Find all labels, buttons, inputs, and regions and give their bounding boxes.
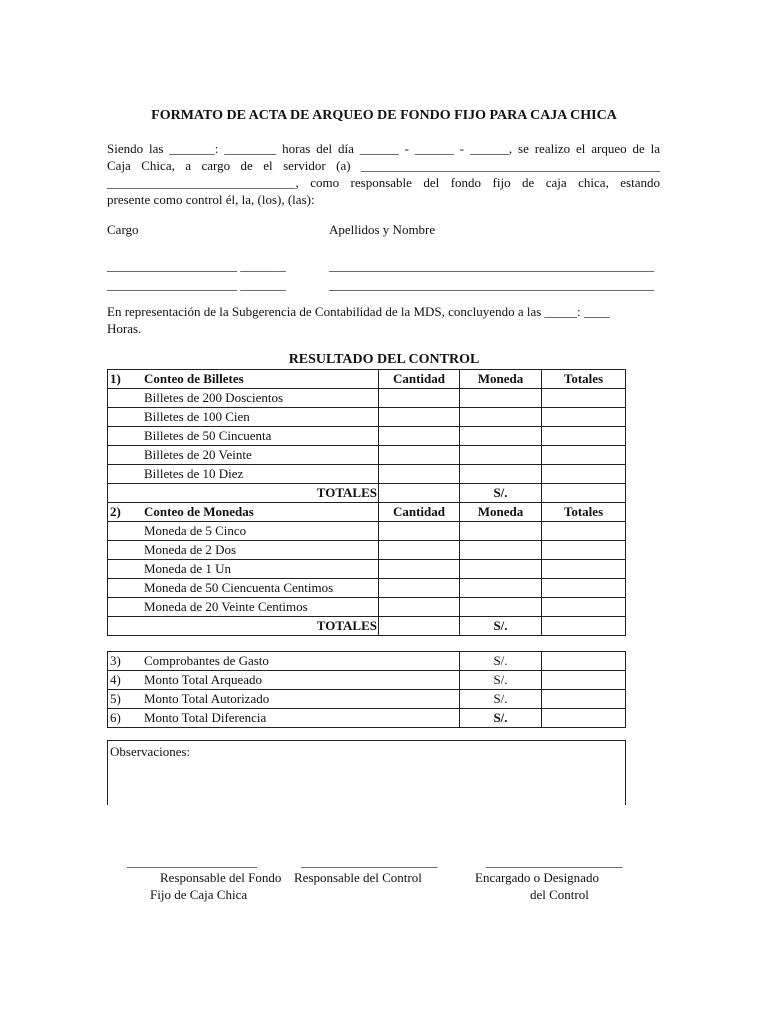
input-cell[interactable] [542, 579, 626, 598]
representation-line-2: Horas. [107, 321, 142, 336]
input-cell[interactable] [460, 560, 542, 579]
input-cell[interactable] [542, 465, 626, 484]
input-cell[interactable] [542, 652, 626, 671]
table-row [108, 503, 626, 522]
summary-table [107, 651, 626, 728]
currency-cell: S/. [460, 617, 542, 636]
table-row: Moneda de 5 Cinco [108, 522, 626, 541]
signature-3-title: Encargado o Designado [475, 870, 599, 885]
input-cell[interactable] [542, 560, 626, 579]
col-totales: Totales [542, 370, 626, 389]
document-title: FORMATO DE ACTA DE ARQUEO DE FONDO FIJO PARA CAJA CHICA [151, 108, 617, 123]
input-cell[interactable] [460, 522, 542, 541]
input-cell[interactable] [379, 446, 460, 465]
input-cell[interactable] [460, 389, 542, 408]
billetes-totales-label: TOTALES [108, 484, 379, 503]
input-cell[interactable] [379, 560, 460, 579]
input-cell[interactable] [379, 522, 460, 541]
col-cantidad: Cantidad [379, 503, 460, 522]
input-cell[interactable] [542, 671, 626, 690]
table-row: Billetes de 50 Cincuenta [108, 427, 626, 446]
table-row: Moneda de 2 Dos [108, 541, 626, 560]
input-cell[interactable] [379, 579, 460, 598]
input-cell[interactable] [542, 522, 626, 541]
signature-2-title: Responsable del Control [294, 870, 422, 885]
currency-cell: S/. [460, 690, 542, 709]
table-row: Moneda de 1 Un [108, 560, 626, 579]
nombre-line-1: __________________________________________________ [329, 258, 654, 273]
table-row [108, 617, 626, 636]
cargo-label: Cargo [107, 222, 139, 237]
observaciones-label: Observaciones: [110, 744, 191, 759]
input-cell[interactable] [379, 484, 460, 503]
signature-line-2: _____________________ [301, 854, 438, 869]
input-cell[interactable] [379, 541, 460, 560]
table-row: Billetes de 200 Doscientos [108, 389, 626, 408]
table-row: 4) Monto Total Arqueado S/. [108, 671, 626, 690]
input-cell[interactable] [542, 541, 626, 560]
apellidos-label: Apellidos y Nombre [329, 222, 436, 237]
col-moneda: Moneda [460, 503, 542, 522]
input-cell[interactable] [542, 446, 626, 465]
input-cell[interactable] [542, 617, 626, 636]
input-cell[interactable] [460, 446, 542, 465]
intro-line-4: presente como control él, la, (los), (las): [107, 192, 315, 207]
table-row: Moneda de 20 Veinte Centimos [108, 598, 626, 617]
signature-1-title: Responsable del Fondo [160, 870, 282, 885]
billetes-heading: 1) Conteo de Billetes [108, 370, 379, 389]
table-row: 6) Monto Total Diferencia S/. [108, 709, 626, 728]
count-table [107, 369, 626, 636]
intro-paragraph [107, 140, 660, 208]
input-cell[interactable] [542, 427, 626, 446]
monedas-heading: 2) Conteo de Monedas [108, 503, 379, 522]
intro-line-1: Siendo las _______: ________ horas del día ______ - ______ - ______, se realizo el arqueo de la [107, 141, 660, 156]
input-cell[interactable] [542, 690, 626, 709]
representation-line-1: En representación de la Subgerencia de Contabilidad de la MDS, concluyendo a las _____: ____ [107, 304, 610, 319]
signature-line-3: _____________________ [486, 854, 623, 869]
input-cell[interactable] [460, 579, 542, 598]
input-cell[interactable] [379, 408, 460, 427]
col-moneda: Moneda [460, 370, 542, 389]
result-title: RESULTADO DEL CONTROL [288, 352, 480, 367]
cargo-line-1: ____________________ _______ [107, 258, 286, 273]
input-cell[interactable] [460, 465, 542, 484]
table-row [108, 370, 626, 389]
input-cell[interactable] [542, 389, 626, 408]
intro-line-2: Caja Chica, a cargo de el servidor (a) ______________________________________________ [107, 158, 660, 173]
table-row: Moneda de 50 Ciencuenta Centimos [108, 579, 626, 598]
nombre-line-2: __________________________________________________ [329, 277, 654, 292]
input-cell[interactable] [460, 408, 542, 427]
representation-paragraph [107, 303, 660, 337]
input-cell[interactable] [542, 408, 626, 427]
currency-cell: S/. [460, 652, 542, 671]
input-cell[interactable] [542, 709, 626, 728]
input-cell[interactable] [379, 617, 460, 636]
monedas-totales-label: TOTALES [108, 617, 379, 636]
input-cell[interactable] [379, 465, 460, 484]
table-row: 5) Monto Total Autorizado S/. [108, 690, 626, 709]
input-cell[interactable] [460, 541, 542, 560]
input-cell[interactable] [460, 598, 542, 617]
input-cell[interactable] [379, 389, 460, 408]
signature-3-subtitle: del Control [530, 887, 589, 902]
input-cell[interactable] [379, 427, 460, 446]
currency-cell: S/. [460, 671, 542, 690]
table-row [108, 484, 626, 503]
input-cell[interactable] [460, 427, 542, 446]
table-row: Billetes de 100 Cien [108, 408, 626, 427]
col-totales: Totales [542, 503, 626, 522]
col-cantidad: Cantidad [379, 370, 460, 389]
intro-line-3: _____________________________, como responsable del fondo fijo de caja chica, estando [107, 175, 660, 190]
observaciones-box[interactable] [107, 740, 626, 805]
currency-cell: S/. [460, 484, 542, 503]
cargo-line-2: ____________________ _______ [107, 277, 286, 292]
signature-line-1: ____________________ [127, 854, 257, 869]
input-cell[interactable] [542, 598, 626, 617]
table-row: Billetes de 10 Diez [108, 465, 626, 484]
currency-cell: S/. [460, 709, 542, 728]
input-cell[interactable] [379, 598, 460, 617]
table-row: Billetes de 20 Veinte [108, 446, 626, 465]
input-cell[interactable] [542, 484, 626, 503]
signature-1-subtitle: Fijo de Caja Chica [150, 887, 248, 902]
table-row: 3) Comprobantes de Gasto S/. [108, 652, 626, 671]
